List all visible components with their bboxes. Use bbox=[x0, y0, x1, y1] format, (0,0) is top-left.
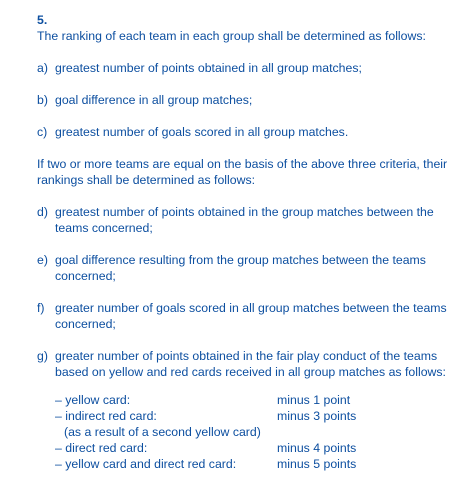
criterion-text: greatest number of goals scored in all group matches. bbox=[55, 125, 349, 139]
card-penalty: minus 1 point bbox=[277, 393, 351, 407]
tie-paragraph: If two or more teams are equal on the basis of the above three criteria, their rankings shall be determined as follows: bbox=[37, 157, 448, 187]
card-label: – yellow card: bbox=[55, 393, 131, 407]
card-penalty-row bbox=[55, 392, 457, 408]
intro-text: The ranking of each team in each group shall be determined as follows: bbox=[37, 29, 426, 43]
criterion-b bbox=[37, 92, 457, 108]
criterion-text: goal difference in all group matches; bbox=[55, 93, 253, 107]
criterion-d bbox=[37, 204, 457, 236]
card-penalty-list bbox=[55, 392, 457, 472]
criterion-text: goal difference resulting from the group matches between the teams concerned; bbox=[55, 253, 426, 283]
section-number: 5. bbox=[37, 13, 48, 27]
card-penalty-row bbox=[55, 440, 457, 456]
criterion-marker: g) bbox=[37, 349, 48, 363]
criterion-marker: e) bbox=[37, 253, 48, 267]
criterion-text: greatest number of points obtained in all group matches; bbox=[55, 61, 362, 75]
card-penalty-note bbox=[55, 424, 457, 440]
card-penalty: minus 5 points bbox=[277, 457, 357, 471]
card-penalty: minus 4 points bbox=[277, 441, 357, 455]
criterion-a bbox=[37, 60, 457, 76]
criterion-text: greater number of points obtained in the fair play conduct of the teams based on yellow and red cards received in all group matches as follows: bbox=[55, 349, 446, 379]
criterion-g bbox=[37, 348, 457, 380]
card-label: – indirect red card: bbox=[55, 409, 157, 423]
card-note-label: (as a result of a second yellow card) bbox=[64, 425, 261, 439]
card-penalty-row bbox=[55, 456, 457, 472]
criterion-f bbox=[37, 300, 457, 332]
criterion-text: greatest number of points obtained in the group matches between the teams concerned; bbox=[55, 205, 434, 235]
card-penalty-row bbox=[55, 408, 457, 424]
regulations-page bbox=[37, 12, 457, 472]
criterion-marker: b) bbox=[37, 93, 48, 107]
criterion-marker: f) bbox=[37, 301, 45, 315]
card-label: – yellow card and direct red card: bbox=[55, 457, 237, 471]
criterion-c bbox=[37, 124, 457, 140]
card-label: – direct red card: bbox=[55, 441, 148, 455]
criterion-e bbox=[37, 252, 457, 284]
criterion-marker: c) bbox=[37, 125, 48, 139]
card-penalty: minus 3 points bbox=[277, 409, 357, 423]
criterion-text: greater number of goals scored in all group matches between the teams concerned; bbox=[55, 301, 447, 331]
criterion-marker: a) bbox=[37, 61, 48, 75]
criterion-marker: d) bbox=[37, 205, 48, 219]
